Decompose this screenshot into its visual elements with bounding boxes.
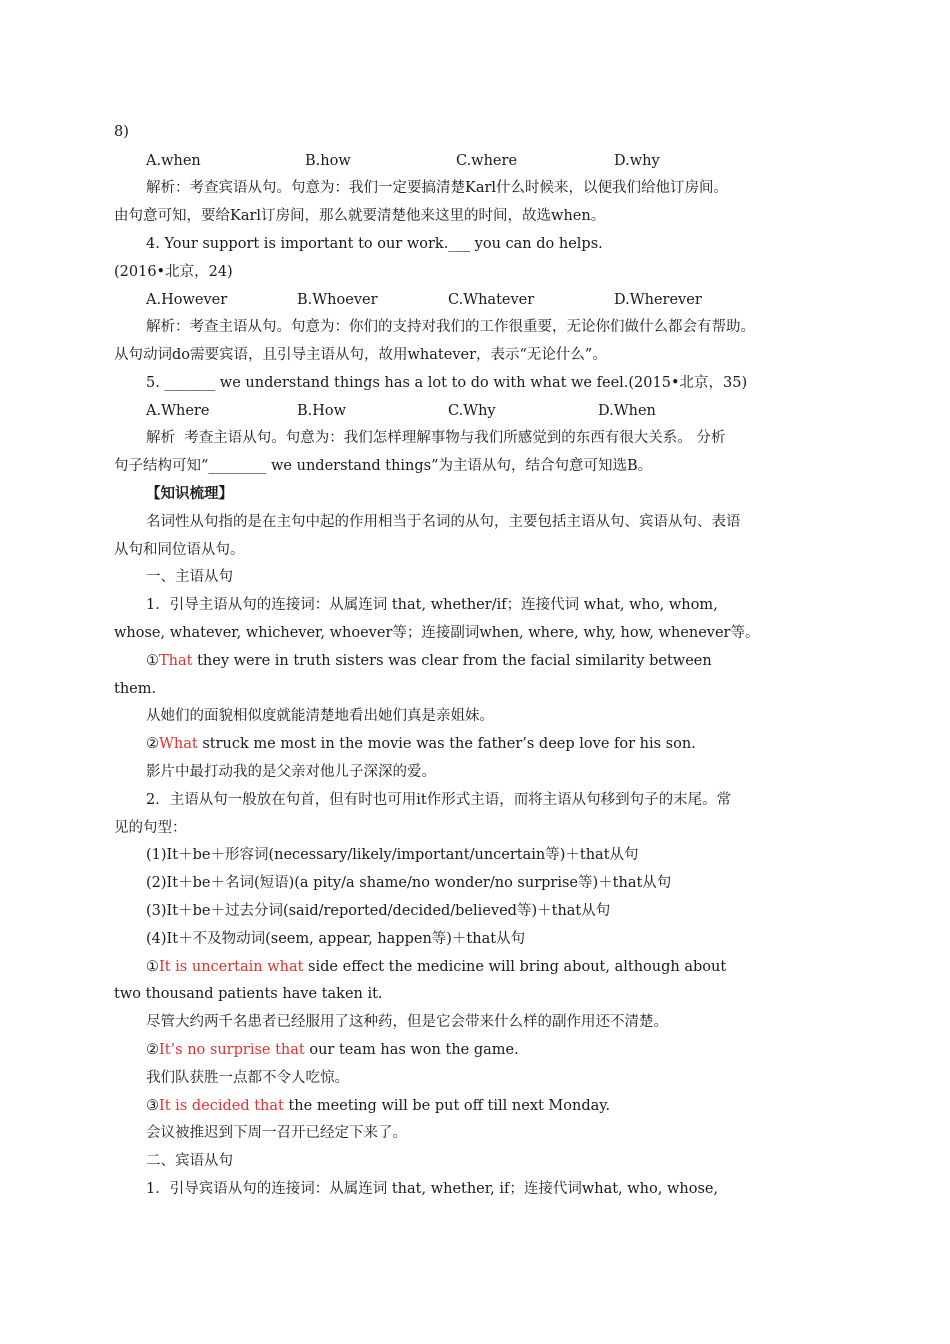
example-sentence [146, 734, 696, 754]
section-heading: 一、主语从句 [146, 569, 233, 585]
option-c: C.Why [448, 403, 496, 419]
example-continuation: them. [114, 681, 157, 697]
analysis-text: 解析 考查主语从句。句意为：我们怎样理解事物与我们所感觉到的东西有很大关系。 分析 [146, 430, 726, 446]
example-translation: 我们队获胜一点都不令人吃惊。 [146, 1070, 349, 1086]
example-mark: ② [146, 736, 159, 752]
paragraph-text: 见的句型： [114, 820, 187, 836]
option-a: A.However [146, 292, 228, 308]
example-translation: 会议被推迟到下周一召开已经定下来了。 [146, 1125, 407, 1141]
example-mark: ② [146, 1042, 159, 1058]
example-text: side effect the medicine will bring about, although about [303, 959, 727, 975]
option-c: C.where [456, 153, 518, 169]
pattern-item: (2)It＋be＋名词(短语)(a pity/a shame/no wonder/no surprise等)＋that从句 [146, 875, 672, 891]
highlight-text: What [159, 736, 198, 752]
example-text: our team has won the game. [304, 1042, 519, 1058]
example-text: they were in truth sisters was clear from the facial similarity between [192, 653, 712, 669]
option-b: B.Whoever [297, 292, 378, 308]
question-stem: 5. _______ we understand things has a lot to do with what we feel.(2015•北京，35) [146, 375, 748, 391]
option-d: D.When [598, 403, 656, 419]
section-heading: 二、宾语从句 [146, 1153, 233, 1169]
example-sentence [146, 1040, 519, 1060]
example-text: the meeting will be put off till next Monday. [283, 1098, 611, 1114]
example-continuation: two thousand patients have taken it. [114, 986, 383, 1002]
example-sentence [146, 1096, 610, 1116]
example-translation: 尽管大约两千名患者已经服用了这种药，但是它会带来什么样的副作用还不清楚。 [146, 1014, 668, 1030]
option-d: D.why [614, 153, 660, 169]
highlight-text: It is decided that [159, 1098, 284, 1114]
highlight-text: It is uncertain what [159, 959, 304, 975]
paragraph-text: 名词性从句指的是在主句中起的作用相当于名词的从句，主要包括主语从句、宾语从句、表语 [146, 514, 741, 530]
example-mark: ③ [146, 1098, 159, 1114]
analysis-text: 解析：考查宾语从句。句意为：我们一定要搞清楚Karl什么时候来，以便我们给他订房间。 [146, 180, 729, 196]
paragraph-text: 1．引导宾语从句的连接词：从属连词 that, whether, if；连接代词what, who, whose, [146, 1181, 719, 1197]
pattern-item: (1)It＋be＋形容词(necessary/likely/important/uncertain等)＋that从句 [146, 847, 639, 863]
highlight-text: It’s no surprise that [159, 1042, 305, 1058]
analysis-text: 由句意可知，要给Karl订房间，那么就要清楚他来这里的时间，故选when。 [114, 208, 606, 224]
pattern-item: (4)It＋不及物动词(seem, appear, happen等)＋that从句 [146, 931, 526, 947]
analysis-text: 句子结构可知“________ we understand things”为主语从句，结合句意可知选B。 [114, 458, 653, 474]
paragraph-text: 2．主语从句一般放在句首，但有时也可用it作形式主语，而将主语从句移到句子的末尾。常 [146, 792, 732, 808]
option-c: C.Whatever [448, 292, 535, 308]
option-b: B.how [305, 153, 351, 169]
example-sentence [146, 651, 712, 671]
paragraph-text: 从句和同位语从句。 [114, 542, 245, 558]
option-a: A.Where [146, 403, 210, 419]
example-mark: ① [146, 959, 159, 975]
option-d: D.Wherever [614, 292, 702, 308]
option-b: B.How [297, 403, 347, 419]
text-line: 8) [114, 124, 129, 140]
question-source: (2016•北京，24) [114, 264, 233, 280]
example-text: struck me most in the movie was the father’s deep love for his son. [197, 736, 696, 752]
example-mark: ① [146, 653, 159, 669]
analysis-text: 解析：考查主语从句。句意为：你们的支持对我们的工作很重要，无论你们做什么都会有帮助。 [146, 319, 755, 335]
option-a: A.when [146, 153, 201, 169]
example-translation: 影片中最打动我的是父亲对他儿子深深的爱。 [146, 764, 436, 780]
highlight-text: That [159, 653, 193, 669]
example-translation: 从她们的面貌相似度就能清楚地看出她们真是亲姐妹。 [146, 708, 494, 724]
paragraph-text: whose, whatever, whichever, whoever等；连接副词when, where, why, how, whenever等。 [114, 625, 760, 641]
example-sentence [146, 957, 726, 977]
paragraph-text: 1．引导主语从句的连接词：从属连词 that, whether/if；连接代词 what, who, whom, [146, 597, 718, 613]
analysis-text: 从句动词do需要宾语，且引导主语从句，故用whatever，表示“无论什么”。 [114, 347, 607, 363]
section-title: 【知识梳理】 [146, 485, 233, 502]
question-stem: 4. Your support is important to our work.___ you can do helps. [146, 236, 603, 252]
pattern-item: (3)It＋be＋过去分词(said/reported/decided/believed等)＋that从句 [146, 903, 611, 919]
